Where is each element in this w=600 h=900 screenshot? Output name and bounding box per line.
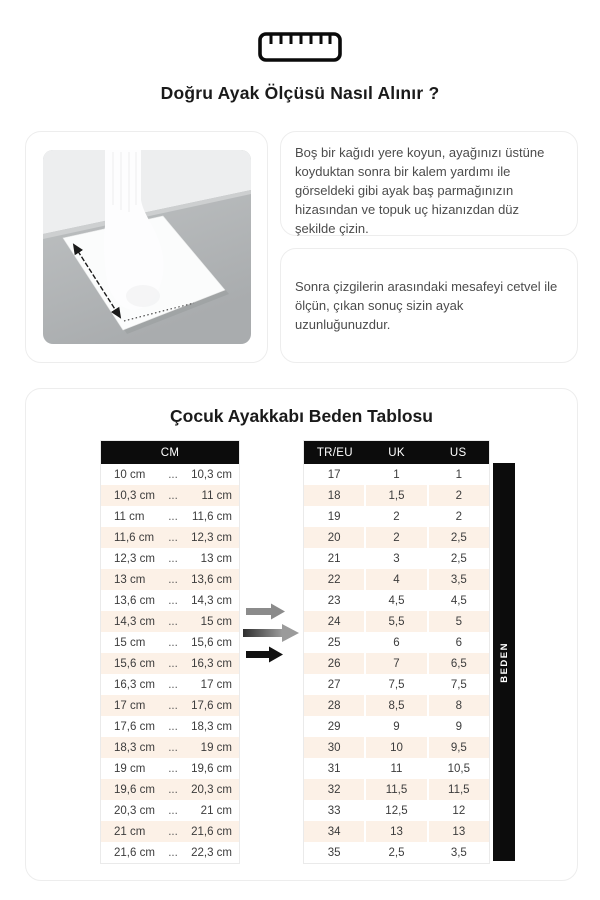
us-value: 6,5 xyxy=(427,653,489,674)
us-value: 12 xyxy=(427,800,489,821)
us-value: 10,5 xyxy=(427,758,489,779)
table-row xyxy=(101,695,239,716)
uk-value: 11 xyxy=(364,758,426,779)
range-separator: ... xyxy=(168,657,178,670)
table-row xyxy=(304,611,489,632)
range-separator: ... xyxy=(168,762,178,775)
tr-eu-value: 23 xyxy=(327,594,341,607)
range-separator: ... xyxy=(168,741,178,754)
table-row xyxy=(304,506,489,527)
cm-to-value: 14,3 cm xyxy=(191,594,232,607)
cm-from-value: 11,6 cm xyxy=(114,531,155,544)
tr-eu-value: 25 xyxy=(327,636,341,649)
table-row xyxy=(304,485,489,506)
table-row xyxy=(101,800,239,821)
arrow-top xyxy=(246,604,285,620)
uk-value: 5,5 xyxy=(364,611,426,632)
cm-to-value: 11,6 cm xyxy=(191,510,232,523)
table-row xyxy=(101,548,239,569)
uk-value: 4 xyxy=(364,569,426,590)
range-separator: ... xyxy=(168,531,178,544)
cm-to-value: 20,3 cm xyxy=(191,783,232,796)
table-row xyxy=(304,527,489,548)
uk-value: 11,5 xyxy=(364,779,426,800)
tr-eu-value: 17 xyxy=(327,468,341,481)
us-value: 1 xyxy=(427,464,489,485)
tr-eu-value: 30 xyxy=(327,741,341,754)
cm-header-label: CM xyxy=(160,446,180,459)
tr-eu-value: 27 xyxy=(327,678,341,691)
cm-to-value: 18,3 cm xyxy=(191,720,232,733)
cm-to-value: 16,3 cm xyxy=(191,657,232,670)
cm-to-value: 15 cm xyxy=(200,615,232,628)
cm-from-value: 13 cm xyxy=(114,573,146,586)
intl-table-header xyxy=(304,441,489,464)
us-value: 9 xyxy=(427,716,489,737)
cm-to-value: 12,3 cm xyxy=(191,531,232,544)
cm-from-value: 16,3 cm xyxy=(114,678,155,691)
us-value: 9,5 xyxy=(427,737,489,758)
intl-header-tr-eu: TR/EU xyxy=(316,446,353,459)
cm-to-value: 13,6 cm xyxy=(191,573,232,586)
triple-right-arrows-icon xyxy=(240,602,303,668)
cm-to-value: 13 cm xyxy=(200,552,232,565)
instruction-step-2 xyxy=(280,248,578,363)
table-row xyxy=(101,569,239,590)
table-row xyxy=(101,590,239,611)
us-value: 6 xyxy=(427,632,489,653)
cm-to-value: 21 cm xyxy=(200,804,232,817)
table-row xyxy=(101,527,239,548)
instruction-step-2-text: Sonra çizgilerin arasındaki mesafeyi cetvel ile ölçün, çıkan sonuç sizin ayak uzunluğunuzdur. xyxy=(295,279,558,332)
tr-eu-value: 28 xyxy=(327,699,341,712)
us-value: 2 xyxy=(427,485,489,506)
size-table-card xyxy=(25,388,578,881)
table-row xyxy=(101,821,239,842)
tr-eu-value: 22 xyxy=(327,573,341,586)
uk-value: 1 xyxy=(364,464,426,485)
range-separator: ... xyxy=(168,825,178,838)
us-value: 3,5 xyxy=(427,842,489,863)
table-row xyxy=(304,674,489,695)
tr-eu-value: 18 xyxy=(327,489,341,502)
cm-from-value: 12,3 cm xyxy=(114,552,155,565)
range-separator: ... xyxy=(168,552,178,565)
table-row xyxy=(304,800,489,821)
us-value: 8 xyxy=(427,695,489,716)
uk-value: 6 xyxy=(364,632,426,653)
uk-value: 1,5 xyxy=(364,485,426,506)
uk-value: 2 xyxy=(364,527,426,548)
tr-eu-value: 20 xyxy=(327,531,341,544)
page-title: Doğru Ayak Ölçüsü Nasıl Alınır ? xyxy=(160,83,440,103)
cm-from-value: 20,3 cm xyxy=(114,804,155,817)
us-value: 13 xyxy=(427,821,489,842)
table-row xyxy=(304,737,489,758)
instruction-step-1: Boş bir kağıdı yere koyun, ayağınızı üstüne koyduktan sonra bir kalem yardımı ile görseldeki gibi ayak baş parmağınızın hizasından ve topuk uç hizanızdan düz şekilde çizin. xyxy=(280,131,578,236)
cm-from-value: 21 cm xyxy=(114,825,146,838)
cm-from-value: 11 cm xyxy=(114,510,145,523)
cm-to-value: 15,6 cm xyxy=(191,636,232,649)
uk-value: 9 xyxy=(364,716,426,737)
cm-to-value: 22,3 cm xyxy=(191,846,232,859)
us-value: 2,5 xyxy=(427,548,489,569)
table-row xyxy=(304,758,489,779)
range-separator: ... xyxy=(168,615,178,628)
uk-value: 2,5 xyxy=(364,842,426,863)
us-value: 3,5 xyxy=(427,569,489,590)
uk-value: 7 xyxy=(364,653,426,674)
range-separator: ... xyxy=(168,783,178,796)
cm-from-value: 17 cm xyxy=(114,699,146,712)
table-row xyxy=(101,758,239,779)
cm-from-value: 18,3 cm xyxy=(114,741,155,754)
table-row xyxy=(101,716,239,737)
tr-eu-value: 24 xyxy=(327,615,341,628)
tr-eu-value: 31 xyxy=(327,762,341,775)
cm-from-value: 21,6 cm xyxy=(114,846,155,859)
us-value: 4,5 xyxy=(427,590,489,611)
tr-eu-value: 33 xyxy=(327,804,341,817)
us-value: 7,5 xyxy=(427,674,489,695)
range-separator: ... xyxy=(168,510,178,523)
range-separator: ... xyxy=(168,594,178,607)
range-separator: ... xyxy=(168,468,178,481)
uk-value: 7,5 xyxy=(364,674,426,695)
intl-table-body xyxy=(304,464,489,863)
range-separator: ... xyxy=(168,636,178,649)
cm-from-value: 19,6 cm xyxy=(114,783,155,796)
cm-from-value: 10,3 cm xyxy=(114,489,155,502)
cm-from-value: 19 cm xyxy=(114,762,146,775)
table-row xyxy=(101,842,239,863)
table-row xyxy=(304,632,489,653)
beden-label: BEDEN xyxy=(498,641,510,683)
cm-to-value: 10,3 cm xyxy=(191,468,232,481)
tr-eu-value: 19 xyxy=(327,510,341,523)
table-row xyxy=(304,695,489,716)
table-row xyxy=(304,779,489,800)
table-row xyxy=(304,548,489,569)
cm-from-value: 15,6 cm xyxy=(114,657,155,670)
uk-value: 8,5 xyxy=(364,695,426,716)
uk-value: 12,5 xyxy=(364,800,426,821)
uk-value: 13 xyxy=(364,821,426,842)
table-row xyxy=(304,590,489,611)
cm-to-value: 21,6 cm xyxy=(191,825,232,838)
table-row xyxy=(101,632,239,653)
us-value: 2,5 xyxy=(427,527,489,548)
measure-guide-section xyxy=(25,131,578,363)
ruler-icon xyxy=(0,32,600,62)
cm-from-value: 10 cm xyxy=(114,468,146,481)
cm-to-value: 19,6 cm xyxy=(191,762,232,775)
us-value: 2 xyxy=(427,506,489,527)
cm-to-value: 17,6 cm xyxy=(191,699,232,712)
cm-from-value: 14,3 cm xyxy=(114,615,155,628)
cm-to-value: 17 cm xyxy=(200,678,232,691)
range-separator: ... xyxy=(168,699,178,712)
table-row xyxy=(101,779,239,800)
intl-header-uk: UK xyxy=(388,446,405,459)
uk-value: 2 xyxy=(364,506,426,527)
table-row xyxy=(101,464,239,485)
table-row xyxy=(304,842,489,863)
range-separator: ... xyxy=(168,846,178,859)
table-row xyxy=(304,653,489,674)
range-separator: ... xyxy=(168,804,178,817)
uk-value: 4,5 xyxy=(364,590,426,611)
table-row xyxy=(101,485,239,506)
cm-table-body xyxy=(101,464,239,863)
table-row xyxy=(101,737,239,758)
cm-to-value: 19 cm xyxy=(200,741,232,754)
cm-from-value: 15 cm xyxy=(114,636,146,649)
tr-eu-value: 21 xyxy=(327,552,341,565)
table-row xyxy=(304,716,489,737)
table-row xyxy=(101,611,239,632)
beden-vertical-bar xyxy=(493,463,515,861)
range-separator: ... xyxy=(168,573,178,586)
tr-eu-value: 32 xyxy=(327,783,341,796)
foot-measure-photo-card xyxy=(25,131,268,363)
range-separator: ... xyxy=(168,678,178,691)
uk-value: 10 xyxy=(364,737,426,758)
tables-row xyxy=(26,440,577,864)
table-row xyxy=(304,464,489,485)
cm-range-table xyxy=(100,440,240,864)
us-value: 11,5 xyxy=(427,779,489,800)
table-row xyxy=(304,821,489,842)
range-separator: ... xyxy=(168,489,178,502)
arrow-bottom xyxy=(246,647,283,663)
tr-eu-value: 35 xyxy=(327,846,341,859)
table-row xyxy=(101,506,239,527)
table-row xyxy=(304,569,489,590)
tr-eu-value: 29 xyxy=(327,720,341,733)
us-value: 5 xyxy=(427,611,489,632)
size-table-title: Çocuk Ayakkabı Beden Tablosu xyxy=(170,406,433,426)
cm-table-header xyxy=(101,441,239,464)
tr-eu-value: 34 xyxy=(327,825,341,838)
table-row xyxy=(101,674,239,695)
intl-size-table xyxy=(303,440,490,864)
arrow-middle xyxy=(243,624,299,642)
uk-value: 3 xyxy=(364,548,426,569)
intl-header-us: US xyxy=(449,446,467,459)
cm-from-value: 17,6 cm xyxy=(114,720,155,733)
cm-to-value: 11 cm xyxy=(201,489,232,502)
cm-from-value: 13,6 cm xyxy=(114,594,155,607)
range-separator: ... xyxy=(168,720,178,733)
tr-eu-value: 26 xyxy=(327,657,341,670)
foot-on-paper-photo xyxy=(43,150,251,344)
table-row xyxy=(101,653,239,674)
